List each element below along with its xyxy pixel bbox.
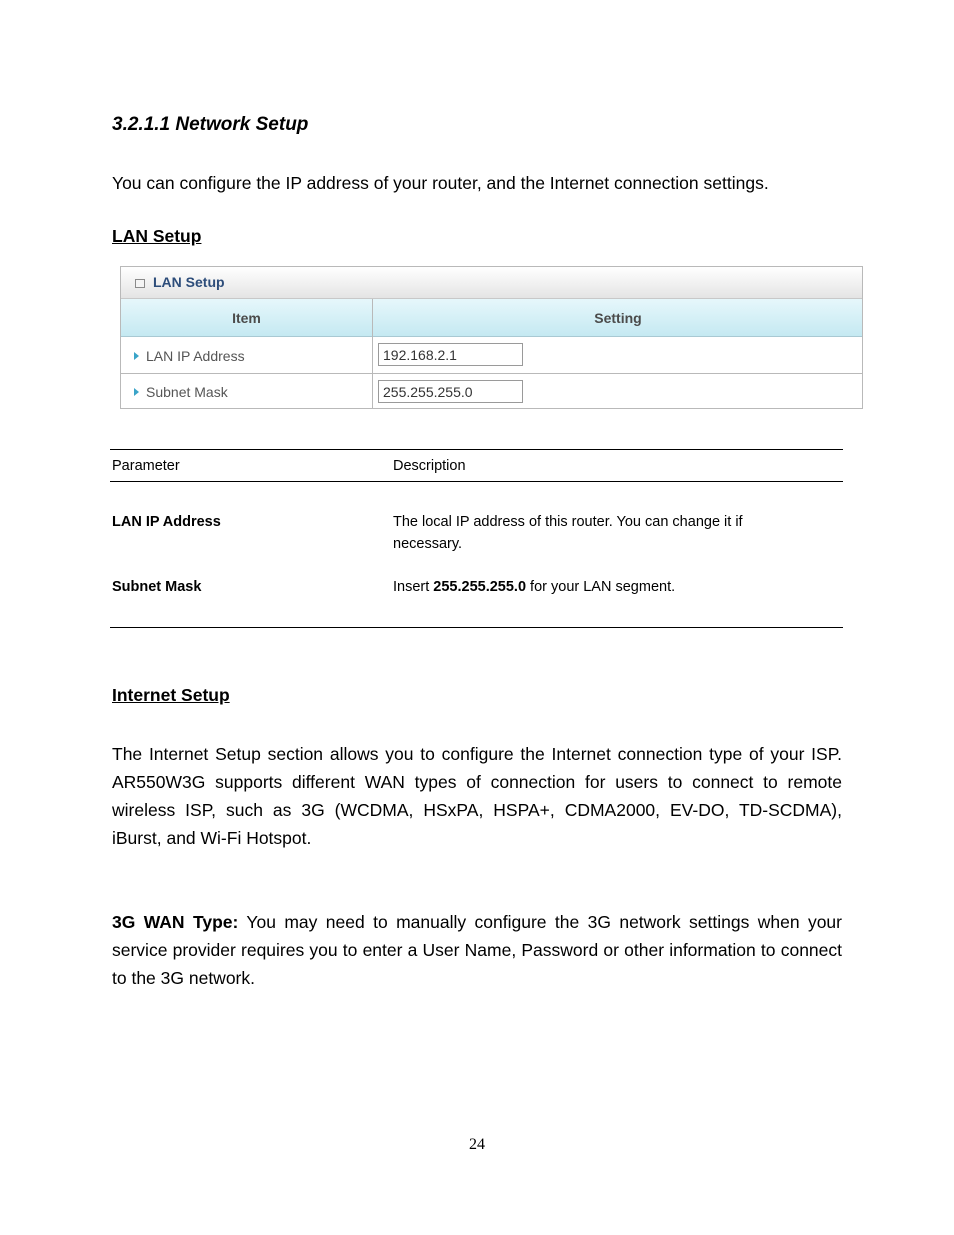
lan-setup-heading: LAN Setup: [112, 226, 202, 246]
desc-header: Description: [393, 458, 466, 474]
table-row-lan-ip: [121, 337, 862, 374]
param-header: Parameter: [112, 458, 180, 474]
column-header-setting: Setting: [594, 310, 642, 326]
intro-paragraph: You can configure the IP address of your router, and the Internet connection settings.: [112, 173, 769, 193]
desc-subnet-mask: [393, 576, 675, 598]
table-header-rule: [110, 481, 843, 482]
desc-lan-ip: The local IP address of this router. You can change it if necessary.: [393, 514, 743, 552]
collapse-box-icon[interactable]: [135, 279, 145, 288]
arrow-right-icon: [134, 352, 139, 360]
table-bottom-rule: [110, 627, 843, 628]
wan-type-paragraph: [112, 908, 842, 992]
internet-setup-paragraph: The Internet Setup section allows you to configure the Internet connection type of your ISP. AR550W3G supports different WAN types of connection for users to connect to remote wireless ISP, such as 3G (WCDMA, HSxPA, HSPA+, CDMA2000, EV-DO, TD-SCDMA), iBurst, and Wi-Fi Hotspot.: [112, 744, 842, 848]
lan-ip-input[interactable]: [378, 343, 523, 366]
internet-setup-heading: Internet Setup: [112, 685, 230, 705]
param-subnet-mask: Subnet Mask: [112, 579, 202, 595]
table-row-subnet-mask: [121, 374, 862, 409]
wan-type-label: 3G WAN Type:: [112, 912, 239, 932]
panel-title-bar: [121, 267, 862, 299]
desc-text: Insert: [393, 579, 434, 595]
panel-title: LAN Setup: [153, 274, 225, 290]
desc-bold-value: 255.255.255.0: [433, 579, 527, 595]
subnet-mask-label: Subnet Mask: [146, 384, 228, 400]
table-top-rule: [110, 449, 843, 450]
lan-setup-panel: [120, 266, 863, 409]
desc-text: for your LAN segment.: [526, 579, 676, 595]
column-header-item: Item: [232, 310, 261, 326]
subnet-mask-input[interactable]: [378, 380, 523, 403]
page-number: 24: [469, 1136, 485, 1153]
param-lan-ip: LAN IP Address: [112, 514, 221, 530]
table-header-row: [121, 299, 862, 337]
lan-ip-label: LAN IP Address: [146, 348, 245, 364]
section-title: 3.2.1.1 Network Setup: [112, 114, 309, 135]
wan-type-text: You may need to manually configure the 3G network settings when your service provider requires you to enter a User Name, Password or other information to connect to the 3G network.: [112, 912, 842, 988]
arrow-right-icon: [134, 388, 139, 396]
